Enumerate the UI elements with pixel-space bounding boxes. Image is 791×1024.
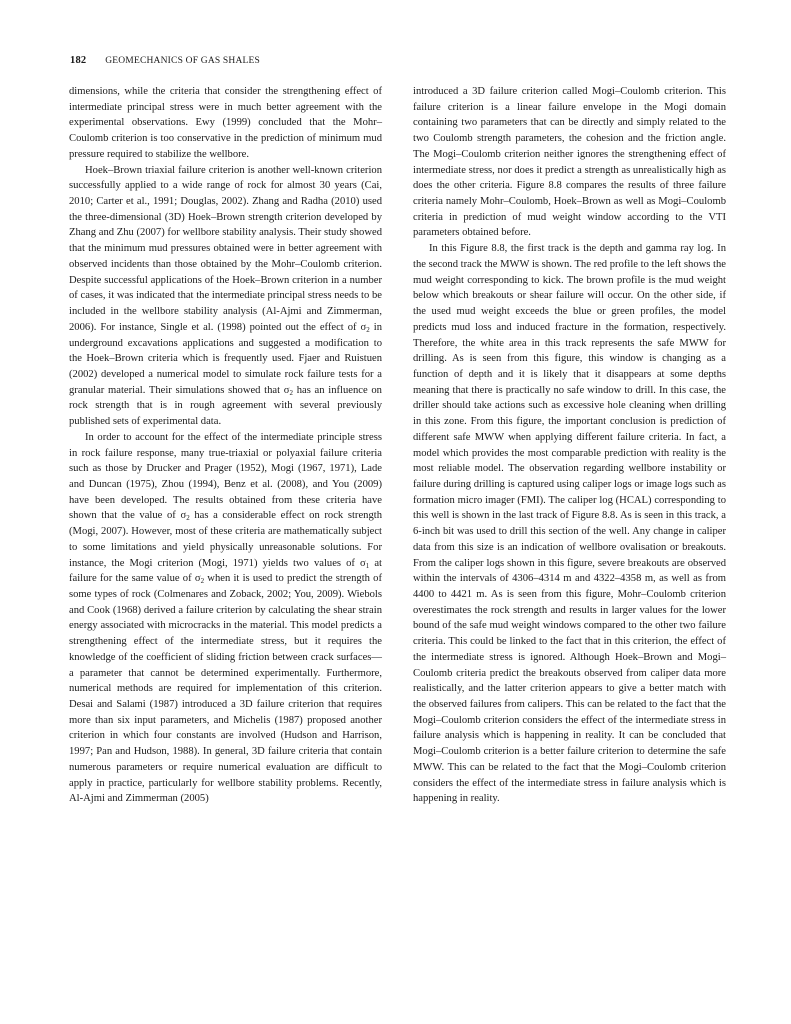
paragraph: Hoek–Brown triaxial failure criterion is another well-known criterion successfully applied to a wide range of rock for almost 30 years (Cai, 2010; Carter et al., 1991; Douglas, 2002). Zhang and Radha (2010) used the three-dimensional (3D) Hoek–Brown strength criterion developed by Zhang and Zhu (2007) for wellbore stability analysis. Their study showed that the minimum mud pressures obtained were in better agreement with observed incidents than those obtained by the Mohr–Coulomb criterion. Despite successful applications of the Hoek–Brown criterion in a number of cases, it was indicated that the intermediate principal stress needs to be included in the wellbore stability analysis (Al-Ajmi and Zimmerman, 2006). For instance, Single et al. (1998) pointed out the effect of $\sigma_2$ in underground excavations applications and suggested a modification to the Hoek–Brown criteria which is frequently used. Fjaer and Ruistuen (2002) developed a numerical model to simulate rock failure tests for a granular material. Their simulations showed that $\sigma_2$ has an influence on rock strength that is in rough agreement with several previously published sets of experimental data. [69,164,382,428]
running-title: GEOMECHANICS OF GAS SHALES [105,56,261,66]
paragraph: In this Figure 8.8, the first track is the depth and gamma ray log. In the second track the MWW is shown. The red profile to the left shows the mud weight corresponding to kick. The brown profile is the mud weight below which breakouts or shear failure will occur. On the other side, if the used mud weight exceeds the blue or green profiles, the model predicts mud loss and induced fracture in the formation, respectively. Therefore, the white area in this track represents the safe MWW for drilling. As is seen from this figure, this window is changing as a function of depth and it is likely that it disappears at some depths meaning that there is practically no safe window to drill. In this case, the driller should take actions such as excessive hole cleaning when drilling in this zone. From this figure, the important conclusion is prediction of different safe MWW when applying different failure criteria. In fact, a model which provides the most comparable prediction with reality is the most reliable model. The observation regarding wellbore instability or failure during drilling is captured using caliper logs or image logs such as formation micro imager (FMI). The caliper log (HCAL) corresponding to this well is shown in the last track of Figure 8.8. As is seen in this track, a 6-inch bit was used to drill this section of the well. Any change in caliper data from this size is an indication of wellbore ovalisation or breakouts. From the caliper logs shown in this figure, severe breakouts are observed within the intervals of 4306–4314 m and 4322–4358 m, as well as from 4400 to 4421 m. As is seen from this figure, Mohr–Coulomb criterion overestimates the rock strength and results in larger values for the lower bound of the safe mud weight windows compared to the other two failure criteria. This could be linked to the fact that in this criterion, the effect of the intermediate stress is ignored. Although Hoek–Brown and Mogi–Coulomb criteria predict the breakouts observed from caliper data more realistically, and the latter criterion appears to give a better match with the observed failures from calipers. This can be related to the fact that the Mogi–Coulomb criterion considers the effect of the intermediate stress in failure analysis which is happening in reality. It can be concluded that Mogi–Coulomb criterion is a better failure criterion to determine the safe MWW. This can be related to the fact that the Mogi–Coulomb criterion considers the effect of the intermediate stress in failure analysis which is happening in reality. [413,243,726,805]
paragraph: introduced a 3D failure criterion called Mogi–Coulomb criterion. This failure criterion is a linear failure envelope in the Mogi domain containing two parameters that can be directly and simply related to the two Coulomb strength parameters, the cohesion and the friction angle. The Mogi–Coulomb criterion neither ignores the strengthening effect of intermediate stress, nor does it predict a strength as unrealistically high as does the other criteria. Figure 8.8 compares the results of three failure criteria namely Mohr–Coulomb, Hoek–Brown as well as Mogi–Coulomb criteria in prediction of mud weight window according to the VTI parameters obtained before. [413,86,726,239]
paragraph: dimensions, while the criteria that consider the strengthening effect of intermediate principal stress were in much better agreement with the experimental observations. Ewy (1999) concluded that the Mohr–Coulomb criterion is too conservative in the prediction of minimum mud pressure required to stabilize the wellbore. [69,86,382,160]
left-column [69,84,382,807]
right-column [413,84,726,807]
paragraph: In order to account for the effect of the intermediate principle stress in rock failure response, many true-triaxial or polyaxial failure criteria such as those by Drucker and Prager (1952), Mogi (1967, 1971), Lade and Duncan (1975), Zhou (1994), Benz et al. (2008), and You (2009) have been developed. The results obtained from these criteria have shown that the value of $\sigma_2$ has a considerable effect on rock strength (Mogi, 2007). However, most of these criteria are mathematically subject to some limitations and yield physically unreasonable solutions. For instance, the Mogi criterion (Mogi, 1971) yields two values of $\sigma_1$ at failure for the same value of $\sigma_2$ when it is used to predict the strength of some types of rock (Colmenares and Zoback, 2002; You, 2009). Wiebols and Cook (1968) derived a failure criterion by calculating the shear strain energy associated with microcracks in the material. This model predicts a strengthening effect of the intermediate stress, but it requires the knowledge of the coefficient of sliding friction between crack surfaces—a parameter that cannot be determined experimentally. Furthermore, numerical methods are required for implementation of this criterion. Desai and Salami (1987) introduced a 3D failure criterion that requires more than six input parameters, and Michelis (1987) proposed another criterion in which four constants are involved (Hudson and Harrison, 1997; Pan and Hudson, 1988). In general, 3D failure criteria that contain numerous parameters or require numerical evaluation are difficult to apply in practice, particularly for wellbore stability problems. Recently, Al-Ajmi and Zimmerman (2005) [69,431,382,805]
page-number: 182 [70,55,87,66]
running-header [70,55,260,66]
